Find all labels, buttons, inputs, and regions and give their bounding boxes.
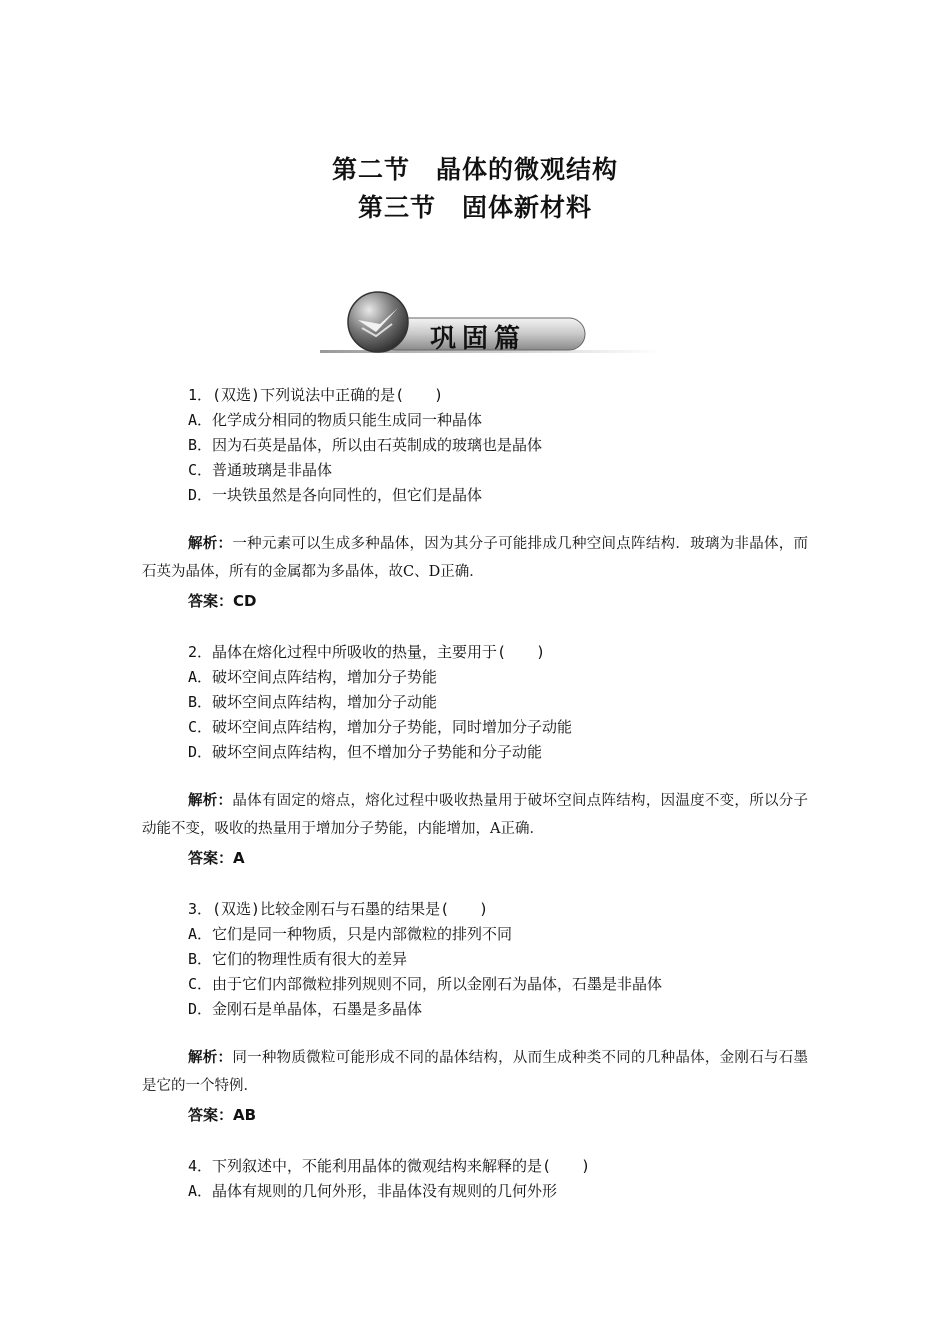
question-stem: 1．(双选)下列说法中正确的是( ) xyxy=(188,386,444,404)
analysis xyxy=(142,1044,808,1100)
option-c: C．破坏空间点阵结构，增加分子势能，同时增加分子动能 xyxy=(188,718,573,736)
option-d: D．一块铁虽然是各向同性的，但它们是晶体 xyxy=(188,486,483,504)
analysis-label: 解析： xyxy=(188,1050,233,1066)
question-stem: 2．晶体在熔化过程中所吸收的热量，主要用于( ) xyxy=(188,643,546,661)
question-3 xyxy=(142,897,808,1130)
option-a: A．晶体有规则的几何外形，非晶体没有规则的几何外形 xyxy=(188,1182,558,1200)
question-stem: 4．下列叙述中，不能利用晶体的微观结构来解释的是( ) xyxy=(188,1157,591,1175)
option-b: B．它们的物理性质有很大的差异 xyxy=(188,950,408,968)
analysis xyxy=(142,787,808,843)
option-a: A．它们是同一种物质，只是内部微粒的排列不同 xyxy=(188,925,513,943)
question-stem: 3．(双选)比较金刚石与石墨的结果是( ) xyxy=(188,900,489,918)
option-d: D．金刚石是单晶体，石墨是多晶体 xyxy=(188,1000,423,1018)
analysis-label: 解析： xyxy=(188,536,233,552)
question-4 xyxy=(142,1154,808,1204)
answer: 答案：CD xyxy=(188,592,257,610)
option-a: A．化学成分相同的物质只能生成同一种晶体 xyxy=(188,411,483,429)
option-d: D．破坏空间点阵结构，但不增加分子势能和分子动能 xyxy=(188,743,543,761)
section-title-1: 第二节 晶体的微观结构 xyxy=(331,155,618,184)
option-c: C．由于它们内部微粒排列规则不同，所以金刚石为晶体，石墨是非晶体 xyxy=(188,975,663,993)
question-1 xyxy=(142,383,808,616)
answer: 答案：A xyxy=(188,849,245,867)
question-list xyxy=(142,383,808,1228)
analysis-text: 同一种物质微粒可能形成不同的晶体结构，从而生成种类不同的几种晶体，金刚石与石墨是它的一个特例． xyxy=(142,1050,809,1094)
option-b: B．破坏空间点阵结构，增加分子动能 xyxy=(188,693,438,711)
analysis-label: 解析： xyxy=(188,793,233,809)
question-2 xyxy=(142,640,808,873)
analysis xyxy=(142,530,808,586)
analysis-text: 一种元素可以生成多种晶体，因为其分子可能排成几种空间点阵结构．玻璃为非晶体，而石英为晶体，所有的金属都为多晶体，故C、D正确． xyxy=(142,536,809,580)
option-c: C．普通玻璃是非晶体 xyxy=(188,461,333,479)
option-a: A．破坏空间点阵结构，增加分子势能 xyxy=(188,668,438,686)
analysis-text: 晶体有固定的熔点，熔化过程中吸收热量用于破坏空间点阵结构，因温度不变，所以分子动能不变，吸收的热量用于增加分子势能，内能增加，A正确． xyxy=(142,793,809,837)
answer: 答案：AB xyxy=(188,1106,257,1124)
option-b: B．因为石英是晶体，所以由石英制成的玻璃也是晶体 xyxy=(188,436,543,454)
banner xyxy=(300,288,670,360)
section-title-2: 第三节 固体新材料 xyxy=(357,193,592,222)
banner-label: 巩固篇 xyxy=(430,324,527,354)
